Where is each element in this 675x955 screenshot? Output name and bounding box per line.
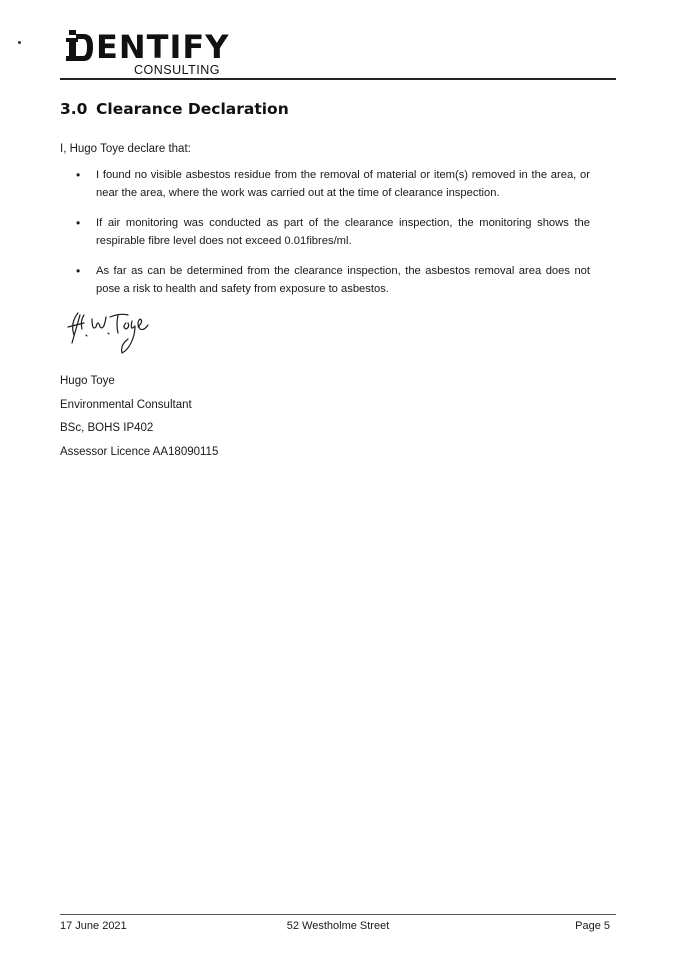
- bullet-icon: •: [76, 168, 81, 182]
- list-item: [60, 166, 590, 202]
- company-logo: [62, 28, 242, 78]
- logo-subtitle: CONSULTING: [134, 63, 221, 77]
- list-item: [60, 214, 590, 250]
- footer-date: 17 June 2021: [60, 920, 127, 932]
- bullet-icon: •: [76, 264, 81, 278]
- declaration-list: [60, 166, 590, 310]
- logo-wordmark: ENTIFY: [96, 28, 230, 66]
- footer-page-number: Page 5: [575, 920, 610, 932]
- declaration-intro: I, Hugo Toye declare that:: [60, 143, 191, 155]
- header-divider: [60, 78, 616, 80]
- list-item-text: I found no visible asbestos residue from the removal of material or item(s) removed in the area, or near the area, where the work was carried out at the time of clearance inspection.: [96, 169, 590, 199]
- stray-mark: [18, 41, 21, 44]
- signatory-qualifications: BSc, BOHS IP402: [60, 422, 154, 434]
- signatory-details: [60, 370, 218, 464]
- signatory-name: Hugo Toye: [60, 375, 115, 387]
- list-item-text: If air monitoring was conducted as part of the clearance inspection, the monitoring shows the respirable fibre level does not exceed 0.01fibres/ml.: [96, 217, 590, 247]
- footer-divider: [60, 914, 616, 915]
- section-number: 3.0: [60, 100, 88, 118]
- signatory-licence: Assessor Licence AA18090115: [60, 445, 219, 458]
- footer-address: 52 Westholme Street: [286, 920, 390, 932]
- signatory-role: Environmental Consultant: [60, 398, 192, 411]
- section-heading: [60, 100, 289, 118]
- list-item-text: As far as can be determined from the clearance inspection, the asbestos removal area does not pose a risk to health and safety from exposure to asbestos.: [96, 265, 590, 295]
- list-item: [60, 262, 590, 298]
- handwritten-signature: [62, 305, 152, 360]
- section-title-text: Clearance Declaration: [96, 100, 289, 118]
- bullet-icon: •: [76, 216, 81, 230]
- logo-i-mark-icon: [62, 30, 94, 64]
